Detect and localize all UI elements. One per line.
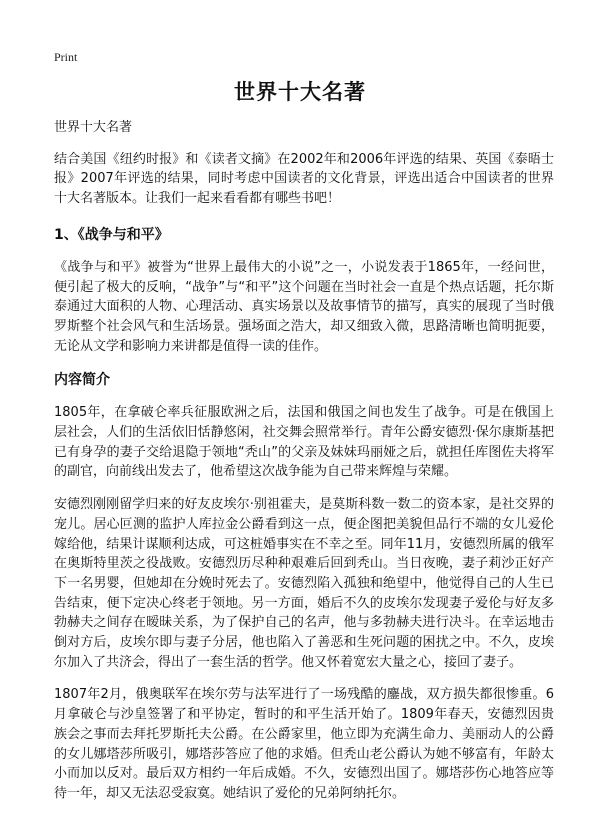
print-link[interactable]: Print: [54, 50, 78, 64]
intro-paragraph: 结合美国《纽约时报》和《读者文摘》在2002年和2006年评选的结果、英国《泰晤士报》2007年评选的结果，同时考虑中国读者的文化背景，评选出适合中国读者的世界十大名著版本。让我们一起来看看都有哪些书吧！: [54, 151, 554, 207]
plot-paragraph-3: 1807年2月，俄奥联军在埃尔劳与法军进行了一场残酷的鏖战，双方损失都很惨重。6月拿破仑与沙皇签署了和平协定，暂时的和平生活开始了。1809年春天，安德烈因贵族会之事而去拜托罗斯托夫公爵。在公爵家里，他立即为充满生命力、美丽动人的公爵的女儿娜塔莎所吸引，娜塔莎答应了他的求婚。但秃山老公爵认为她不够富有，年龄太小而加以反对。最后双方相约一年后成婚。不久，安德烈出国了。娜塔莎伤心地答应等待一年，却又无法忍受寂寞。她结识了爱伦的兄弟阿纳托尔。: [54, 687, 554, 801]
plot-paragraph-1: 1805年，在拿破仑率兵征服欧洲之后，法国和俄国之间也发生了战争。可是在俄国上层社会，人们的生活依旧恬静悠闲，社交舞会照常举行。青年公爵安德烈·保尔康斯基把已有身孕的妻子交给退隐于领地“秃山”的父亲及妹妹玛丽娅之后，就担任库图佐夫将军的副官，向前线出发去了，他希望这次战争能为自己带来辉煌与荣耀。: [54, 405, 554, 480]
content-summary-heading: 内容简介: [54, 372, 110, 389]
section-heading-war-and-peace: 1、《战争与和平》: [54, 226, 169, 243]
plot-paragraph-2: 安德烈刚刚留学归来的好友皮埃尔·别祖霍夫，是莫斯科数一数二的资本家，是社交界的宠儿。居心叵测的监护人库拉金公爵看到这一点，便企图把美貌但品行不端的女儿爱伦嫁给他，结果计谋顺利达成，可这桩婚事实在不幸之至。同年11月，安德烈所属的俄军在奥斯特里茨之役战败。安德烈历尽种种艰难后回到秃山。当日夜晚，妻子莉沙正好产下一名男婴，但她却在分娩时死去了。安德烈陷入孤独和绝望中，他觉得自己的人生已告结束，便下定决心终老于领地。另一方面，婚后不久的皮埃尔发现妻子爱伦与好友多勃赫夫之间存在暧昧关系，为了保护自己的名声，他与多勃赫夫进行决斗。在幸运地击倒对方后，皮埃尔即与妻子分居，他也陷入了善恶和生死问题的困扰之中。不久，皮埃尔加入了共济会，得出了一套生活的哲学。他又怀着宽宏大量之心，接回了妻子。: [54, 497, 554, 670]
article-body: [54, 118, 554, 804]
article-subtitle: 世界十大名著: [54, 120, 133, 135]
page-title: 世界十大名著: [234, 80, 366, 104]
book-summary-paragraph: 《战争与和平》被誉为“世界上最伟大的小说”之一，小说发表于1865年，一经问世，便引起了极大的反响，“战争”与“和平”这个问题在当时社会一直是个热点话题，托尔斯泰通过大面积的人物、心理活动、真实场景以及故事情节的描写，真实的展现了当时俄罗斯整个社会风气和生活场景。强场面之浩大，却又细致入微，思路清晰也简明扼要，无论从文学和影响力来讲都是值得一读的佳作。: [54, 259, 554, 354]
